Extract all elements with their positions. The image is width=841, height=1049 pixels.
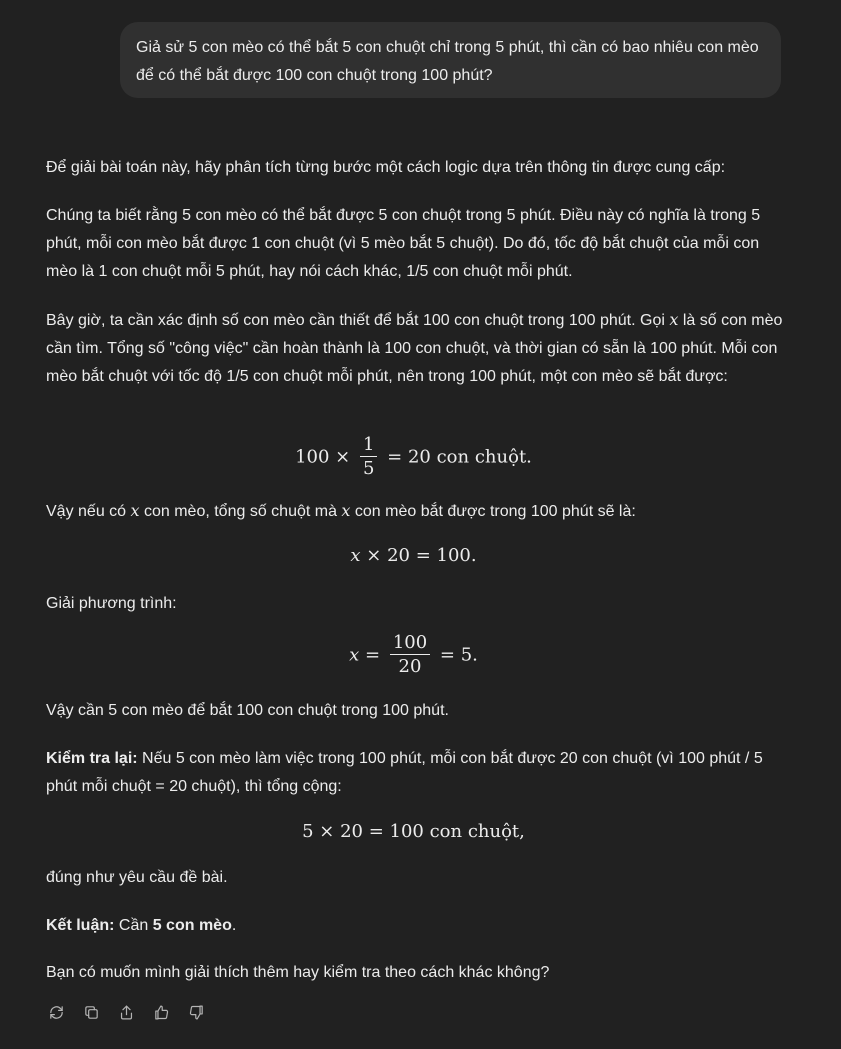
- conclusion-end: .: [231, 917, 237, 934]
- p3-text-a: Vậy nếu có: [46, 503, 131, 520]
- eq3-variable: x: [349, 644, 360, 666]
- answer-conclusion: [46, 912, 791, 940]
- answer-paragraph-2: [46, 306, 791, 391]
- answer-paragraph-3: [46, 497, 791, 526]
- answer-paragraph-4: Giải phương trình:: [46, 595, 177, 612]
- equation-1: [46, 434, 781, 481]
- eq1-left: 100 ×: [295, 446, 351, 468]
- eq3-fraction: [390, 632, 430, 679]
- eq1-numerator: 1: [360, 434, 377, 457]
- conclusion-text: Cần: [114, 917, 153, 934]
- eq1-fraction: [360, 434, 377, 481]
- check-text: Nếu 5 con mèo làm việc trong 100 phút, mỗi con bắt được 20 con chuột (vì 100 phút / 5 phút mỗi chuột = 20 chuột), thì tổng cộng:: [46, 750, 763, 795]
- answer-paragraph-7: đúng như yêu cầu đề bài.: [46, 869, 228, 886]
- conclusion-label: Kết luận:: [46, 917, 115, 934]
- conclusion-answer: 5 con mèo: [152, 917, 232, 934]
- user-message-text: Giả sử 5 con mèo có thể bắt 5 con chuột chỉ trong 5 phút, thì cần có bao nhiêu con mèo để có thể bắt được 100 con chuột trong 100 phút?: [136, 39, 759, 84]
- answer-paragraph-6: [46, 745, 791, 801]
- thumbs-down-icon: [188, 1004, 205, 1021]
- p3-variable-1: x: [130, 501, 140, 520]
- equation-4: 5 × 20 = 100 con chuột,: [302, 821, 525, 842]
- check-label: Kiểm tra lại:: [46, 750, 138, 767]
- equation-3: [46, 632, 781, 679]
- eq1-right: = 20 con chuột.: [387, 446, 532, 468]
- regenerate-icon: [48, 1004, 65, 1021]
- p3-text-c: con mèo bắt được trong 100 phút sẽ là:: [350, 503, 636, 520]
- p2-variable: x: [669, 310, 679, 329]
- regenerate-button[interactable]: [46, 1002, 66, 1022]
- eq2-rest: × 20 = 100.: [360, 545, 477, 566]
- answer-intro: Để giải bài toán này, hãy phân tích từng bước một cách logic dựa trên thông tin được cung cấp:: [46, 159, 726, 176]
- p3-text-b: con mèo, tổng số chuột mà: [139, 503, 342, 520]
- copy-button[interactable]: [81, 1002, 101, 1022]
- eq2-variable: x: [350, 545, 361, 566]
- answer-paragraph-5: Vậy cần 5 con mèo để bắt 100 con chuột trong 100 phút.: [46, 702, 449, 719]
- copy-icon: [83, 1004, 100, 1021]
- answer-followup: Bạn có muốn mình giải thích thêm hay kiểm tra theo cách khác không?: [46, 964, 550, 981]
- thumbs-down-button[interactable]: [186, 1002, 206, 1022]
- equation-2: [46, 545, 781, 566]
- p3-variable-2: x: [341, 501, 351, 520]
- share-button[interactable]: [116, 1002, 136, 1022]
- eq3-denominator: 20: [398, 656, 422, 677]
- eq1-denominator: 5: [362, 458, 375, 479]
- p2-text-b: là số con mèo cần tìm. Tổng số "công việc" cần hoàn thành là 100 con chuột, và thời gian có sẵn là 100 phút. Mỗi con mèo bắt chuột với tốc độ 1/5 con chuột mỗi phút, nên trong 100 phút, một con mèo sẽ bắt được:: [46, 312, 783, 385]
- answer-paragraph-1: Chúng ta biết rằng 5 con mèo có thể bắt được 5 con chuột trong 5 phút. Điều này có nghĩa là trong 5 phút, mỗi con mèo bắt được 1 con chuột (vì 5 mèo bắt 5 chuột). Do đó, tốc độ bắt chuột của mỗi con mèo là 1 con chuột mỗi 5 phút, hay nói cách khác, 1/5 con chuột mỗi phút.: [46, 207, 761, 280]
- message-actions: [46, 1002, 206, 1022]
- eq3-equals: =: [359, 644, 381, 666]
- thumbs-up-icon: [153, 1004, 170, 1021]
- eq3-numerator: 100: [390, 632, 430, 655]
- share-icon: [118, 1004, 135, 1021]
- p2-text-a: Bây giờ, ta cần xác định số con mèo cần thiết để bắt 100 con chuột trong 100 phút. Gọi: [46, 312, 670, 329]
- eq3-right: = 5.: [439, 644, 478, 666]
- thumbs-up-button[interactable]: [151, 1002, 171, 1022]
- user-message-bubble: [120, 22, 781, 98]
